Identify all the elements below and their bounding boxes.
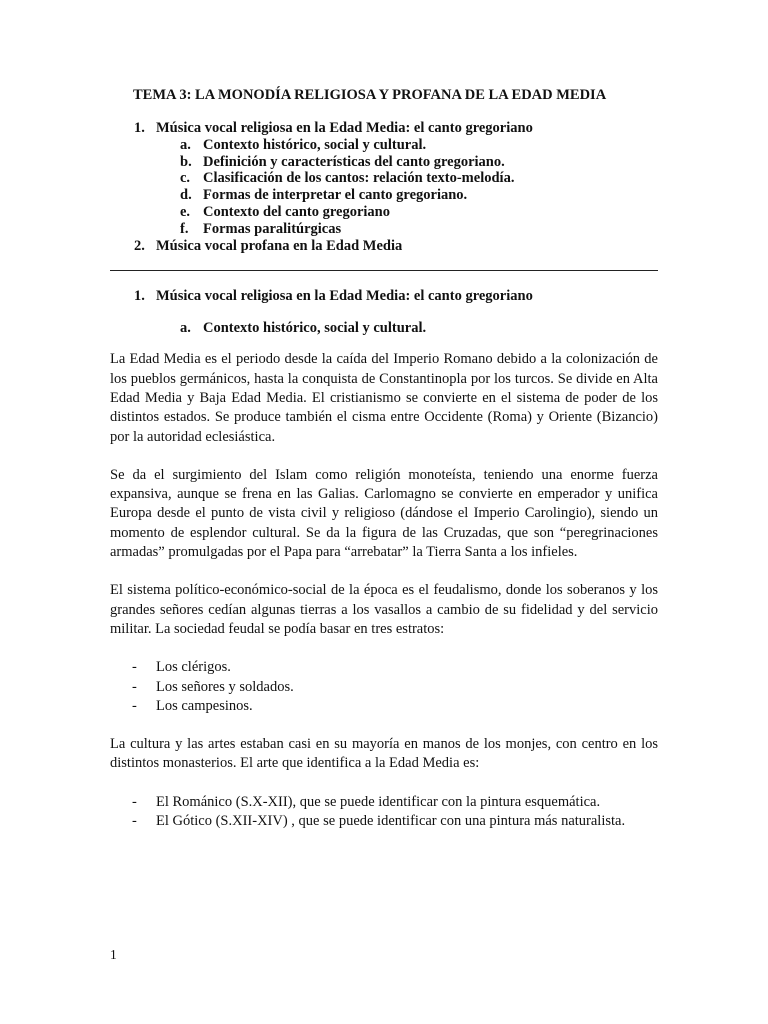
- page-number: 1: [110, 947, 117, 962]
- toc-subitem-letter: e.: [180, 203, 191, 220]
- paragraph-edad-media: La Edad Media es el periodo desde la caída del Imperio Romano debido a la colonización de los pueblos germánicos, hasta la conquista de Constantinopla por los turcos. Se divide en Alta Edad Media y Baja Edad Media. El cristianismo se convierte en el sistema de poder de los distintos estados. Se produce también el cisma entre Occidente (Roma) y Oriente (Bizancio) por la autoridad eclesiástica.: [110, 351, 658, 445]
- table-of-contents: [110, 120, 658, 254]
- list-dash: -: [132, 793, 137, 810]
- toc-item-text: Música vocal religiosa en la Edad Media: el canto gregoriano: [156, 120, 533, 136]
- toc-subitem-letter: f.: [180, 220, 189, 237]
- list-item: [110, 812, 658, 831]
- toc-subitem-text: Contexto histórico, social y cultural.: [203, 136, 427, 153]
- list-item: [110, 793, 658, 812]
- subsection-letter: a.: [180, 320, 191, 337]
- estratos-list: [110, 658, 658, 716]
- list-dash: -: [132, 678, 137, 695]
- list-item-text: El Románico (S.X-XII), que se puede identificar con la pintura esquemática.: [156, 793, 601, 810]
- list-item-text: Los clérigos.: [156, 659, 231, 676]
- toc-subitem-text: Formas paralitúrgicas: [203, 220, 342, 237]
- toc-item-1: [110, 120, 658, 137]
- toc-subitem-text: Formas de interpretar el canto gregoriano.: [203, 187, 468, 204]
- toc-item-2: [110, 238, 658, 255]
- toc-subitem-text: Contexto del canto gregoriano: [203, 203, 390, 220]
- list-item-text: El Gótico (S.XII-XIV) , que se puede identificar con una pintura más naturalista.: [156, 813, 626, 830]
- document-title: TEMA 3: LA MONODÍA RELIGIOSA Y PROFANA DE LA EDAD MEDIA: [133, 87, 607, 103]
- page-content: [110, 84, 658, 831]
- toc-subitem-text: Clasificación de los cantos: relación texto-melodía.: [203, 170, 515, 187]
- toc-item-number: 2.: [134, 237, 145, 254]
- toc-subitem-f: [110, 221, 658, 238]
- toc-subitem-c: [110, 170, 658, 187]
- toc-item-number: 1.: [134, 120, 145, 136]
- section-number: 1.: [134, 288, 145, 305]
- toc-subitem-text: Definición y características del canto gregoriano.: [203, 153, 505, 170]
- subsection-heading: [110, 318, 658, 338]
- toc-subitem-a: [110, 137, 658, 154]
- toc-subitem-letter: a.: [180, 136, 191, 153]
- subsection-title: Contexto histórico, social y cultural.: [203, 320, 427, 337]
- paragraph-feudalismo: El sistema político-económico-social de la época es el feudalismo, donde los soberanos y los grandes señores cedían algunas tierras a los vasallos a cambio de su fidelidad y del servicio militar. La sociedad feudal se podía basar en tres estratos:: [110, 582, 658, 637]
- toc-subitem-b: [110, 154, 658, 171]
- list-dash: -: [132, 813, 137, 830]
- list-item: [110, 697, 658, 716]
- toc-subitem-e: [110, 204, 658, 221]
- toc-item-text: Música vocal profana en la Edad Media: [156, 237, 403, 254]
- section-heading: [110, 286, 658, 306]
- paragraph-cultura: La cultura y las artes estaban casi en su mayoría en manos de los monjes, con centro en los distintos monasterios. El arte que identifica a la Edad Media es:: [110, 736, 658, 772]
- toc-subitem-letter: d.: [180, 187, 192, 204]
- toc-subitem-letter: c.: [180, 170, 191, 187]
- list-dash: -: [132, 659, 137, 676]
- list-item: [110, 658, 658, 677]
- list-dash: -: [132, 697, 137, 714]
- artes-list: [110, 793, 658, 832]
- list-item: [110, 678, 658, 697]
- section-title: Música vocal religiosa en la Edad Media: el canto gregoriano: [156, 288, 533, 305]
- list-item-text: Los señores y soldados.: [156, 678, 294, 695]
- toc-subitem-d: [110, 187, 658, 204]
- horizontal-divider: [110, 270, 658, 271]
- list-item-text: Los campesinos.: [156, 697, 253, 714]
- toc-subitem-letter: b.: [180, 153, 192, 170]
- paragraph-islam: Se da el surgimiento del Islam como religión monoteísta, teniendo una enorme fuerza expansiva, aunque se frena en las Galias. Carlomagno se convierte en emperador y unifica Europa desde el punto de vista civil y religioso (dándose el Imperio Carolingio), siendo un momento de esplendor cultural. Se da la figura de las Cruzadas, que son “peregrinaciones armadas” promulgadas por el Papa para “arrebatar” la Tierra Santa a los infieles.: [110, 466, 658, 561]
